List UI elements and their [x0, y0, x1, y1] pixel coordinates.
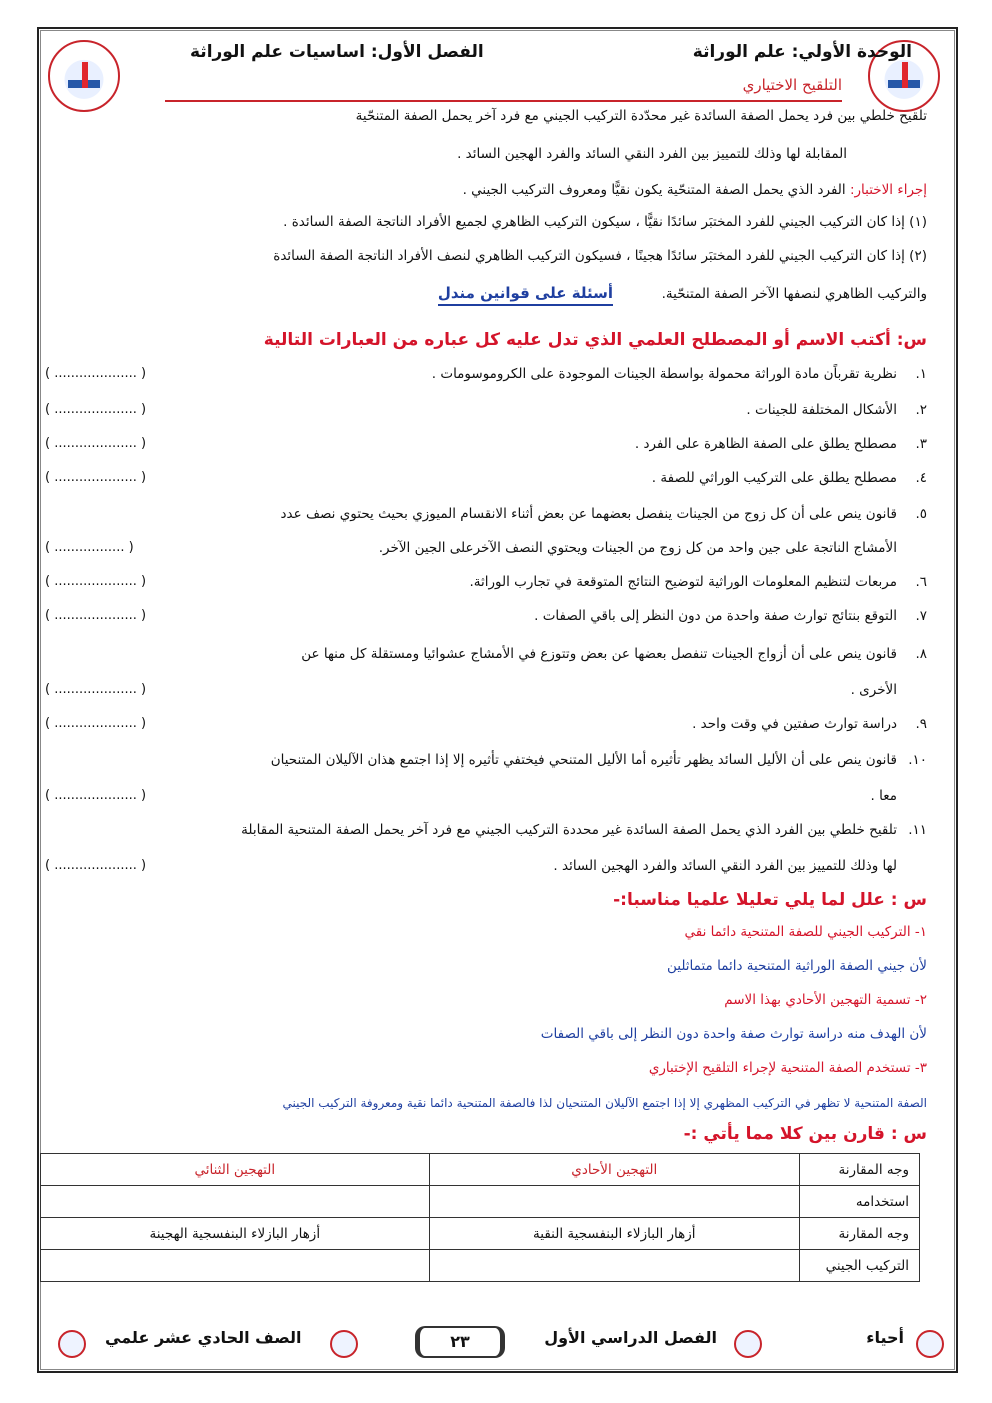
list-item: ٤.مصطلح يطلق على التركيب الوراثي للصفة . ( .................... )	[45, 470, 927, 486]
answer-blank[interactable]: ( .................... )	[45, 716, 147, 731]
footer-logo	[734, 1330, 762, 1358]
list-item: ٧.التوقع بنتائج توارث صفة واحدة من دون النظر إلى باقي الصفات . ( .................... )	[45, 608, 927, 624]
list-item: ٣.مصطلح يطلق على الصفة الظاهرة على الفرد . ( .................... )	[45, 436, 927, 452]
reason-answer-2: لأن الهدف منه دراسة توارث صفة واحدة دون النظر إلى باقي الصفات	[540, 1026, 927, 1042]
list-item: ١.نظرية تقرباًن مادة الوراثة محمولة بواسطة الجينات الموجودة على الكروموسومات . ( .................... )	[45, 366, 927, 382]
table-row	[41, 1218, 920, 1250]
list-item: الأخرى . ( .................... )	[45, 682, 897, 698]
procedure-line	[45, 182, 927, 198]
answer-blank[interactable]: ( .................... )	[45, 470, 147, 485]
list-item: ١١.تلقيح خلطي بين الفرد الذي يحمل الصفة السائدة غير محددة التركيب الجيني مع فرد آخر يحمل الصفة المتنحية المقابلة	[241, 822, 927, 838]
answer-blank[interactable]: ( .................... )	[45, 574, 147, 589]
list-item: ١٠.قانون ينص على أن الأليل السائد يظهر تأثيره أما الأليل المتنحي فيختفي تأثيره إلا إذا اجتمع هذان الآليلان المتنحيان	[270, 752, 927, 768]
procedure-text: الفرد الذي يحمل الصفة المتنحّية يكون نقيًّا ومعروف التركيب الجيني .	[462, 182, 846, 198]
table-cell: التركيب الجيني	[800, 1250, 920, 1282]
reason-question-1: ١- التركيب الجيني للصفة المتنحية دائما نقي	[684, 924, 927, 940]
footer-logo	[916, 1330, 944, 1358]
procedure-label: إجراء الاختبار:	[849, 182, 927, 198]
table-row	[41, 1250, 920, 1282]
topic-underline	[165, 100, 842, 102]
table-cell: التهجين الثنائي	[41, 1154, 430, 1186]
page-footer	[40, 1320, 952, 1368]
answer-blank[interactable]: ( .................... )	[45, 608, 147, 623]
table-cell[interactable]	[41, 1250, 430, 1282]
list-item: الأمشاج الناتجة على جين واحد من كل زوج من الجينات ويحتوي النصف الآخرعلى الجين الآخر. ( ................. )	[45, 540, 897, 556]
list-item: ٥.قانون ينص على أن كل زوج من الجينات ينفصل بعضهما عن بعض أثناء الانقسام الميوزي بحيث يحتوي نصف عدد	[280, 506, 927, 522]
section2-title: س : علل لما يلي تعليلا علميا مناسبا:-	[613, 890, 927, 910]
case-1: (١) إذا كان التركيب الجيني للفرد المختبَر سائدًا نقيًّا ، سيكون التركيب الظاهري لجميع الأفراد الناتجة الصفة السائدة .	[283, 214, 927, 230]
footer-term: الفصل الدراسي الأول	[544, 1328, 717, 1347]
table-row	[41, 1154, 920, 1186]
list-item: ٦.مربعات لتنظيم المعلومات الوراثية لتوضيح النتائج المتوقعة في تجارب الوراثة. ( .................... )	[45, 574, 927, 590]
footer-logo	[330, 1330, 358, 1358]
table-cell: أزهار البازلاء البنفسجية النقية	[429, 1218, 799, 1250]
answer-blank[interactable]: ( ................. )	[45, 540, 134, 555]
reason-question-3: ٣- تستخدم الصفة المتنحية لإجراء التلقيح الإختباري	[648, 1060, 927, 1076]
definition-line-1: تلقيح خلطي بين فرد يحمل الصفة السائدة غير محدّدة التركيب الجيني مع فرد آخر يحمل الصفة المتنحّية	[355, 108, 927, 124]
section1-title: س: أكتب الاسم أو المصطلح العلمي الذي تدل عليه كل عباره من العبارات التالية	[263, 330, 927, 350]
list-item: معا . ( .................... )	[45, 788, 897, 804]
answer-blank[interactable]: ( .................... )	[45, 788, 147, 803]
answer-blank[interactable]: ( .................... )	[45, 436, 147, 451]
reason-answer-1: لأن جيني الصفة الوراثية المتنحية دائما متماثلين	[666, 958, 927, 974]
page-number: ٢٣	[415, 1326, 505, 1358]
table-row	[41, 1186, 920, 1218]
chapter-title: الفصل الأول: اساسيات علم الوراثة	[190, 42, 484, 62]
table-cell[interactable]	[429, 1250, 799, 1282]
mendel-heading: أسئلة على قوانين مندل	[438, 284, 613, 306]
definition-line-2: المقابلة لها وذلك للتمييز بين الفرد النقي السائد والفرد الهجين السائد .	[457, 146, 847, 162]
answer-blank[interactable]: ( .................... )	[45, 366, 147, 381]
answer-blank[interactable]: ( .................... )	[45, 682, 147, 697]
table-cell: وجه المقارنة	[800, 1154, 920, 1186]
list-item: لها وذلك للتمييز بين الفرد النقي السائد والفرد الهجين السائد . ( .................... )	[45, 858, 897, 874]
table-cell: أزهار البازلاء البنفسجية الهجينة	[41, 1218, 430, 1250]
footer-grade: الصف الحادي عشر علمي	[105, 1328, 302, 1347]
answer-blank[interactable]: ( .................... )	[45, 402, 147, 417]
school-logo-left	[48, 40, 120, 112]
case-2b-text: والتركيب الظاهري لنصفها الآخر الصفة المتنحّية.	[661, 286, 927, 302]
comparison-table	[40, 1153, 920, 1282]
list-item: ٢.الأشكال المختلفة للجينات . ( .................... )	[45, 402, 927, 418]
reason-answer-3: الصفة المتنحية لا تظهر في التركيب المظهري إلا إذا اجتمع الآليلان المتنحيان لذا فالصفة المتنحية دائما نقية ومعروفة التركيب الجيني	[282, 1096, 927, 1110]
case-2a: (٢) إذا كان التركيب الجيني للفرد المختبَر سائدًا هجينًا ، فسيكون التركيب الظاهري لنصف الأفراد الناتجة الصفة السائدة	[273, 248, 927, 264]
list-item: ٩.دراسة توارث صفتين في وقت واحد . ( .................... )	[45, 716, 927, 732]
table-cell[interactable]	[41, 1186, 430, 1218]
unit-title: الوحدة الأولي: علم الوراثة	[692, 42, 912, 62]
table-cell: وجه المقارنة	[800, 1218, 920, 1250]
table-cell: التهجين الأحادي	[429, 1154, 799, 1186]
table-cell: استخدامه	[800, 1186, 920, 1218]
section3-title: س : قارن بين كلا مما يأتي :-	[683, 1124, 927, 1144]
footer-subject: أحياء	[866, 1328, 904, 1347]
answer-blank[interactable]: ( .................... )	[45, 858, 147, 873]
reason-question-2: ٢- تسمية التهجين الأحادي بهذا الاسم	[724, 992, 927, 1008]
case-2b	[45, 284, 927, 302]
topic-title: التلقيح الاختياري	[742, 76, 842, 94]
footer-logo	[58, 1330, 86, 1358]
list-item: ٨.قانون ينص على أن أزواج الجينات تنفصل بعضها عن بعض وتتوزع في الأمشاج عشوائيا ومستقلة كل منها عن	[301, 646, 927, 662]
table-cell[interactable]	[429, 1186, 799, 1218]
